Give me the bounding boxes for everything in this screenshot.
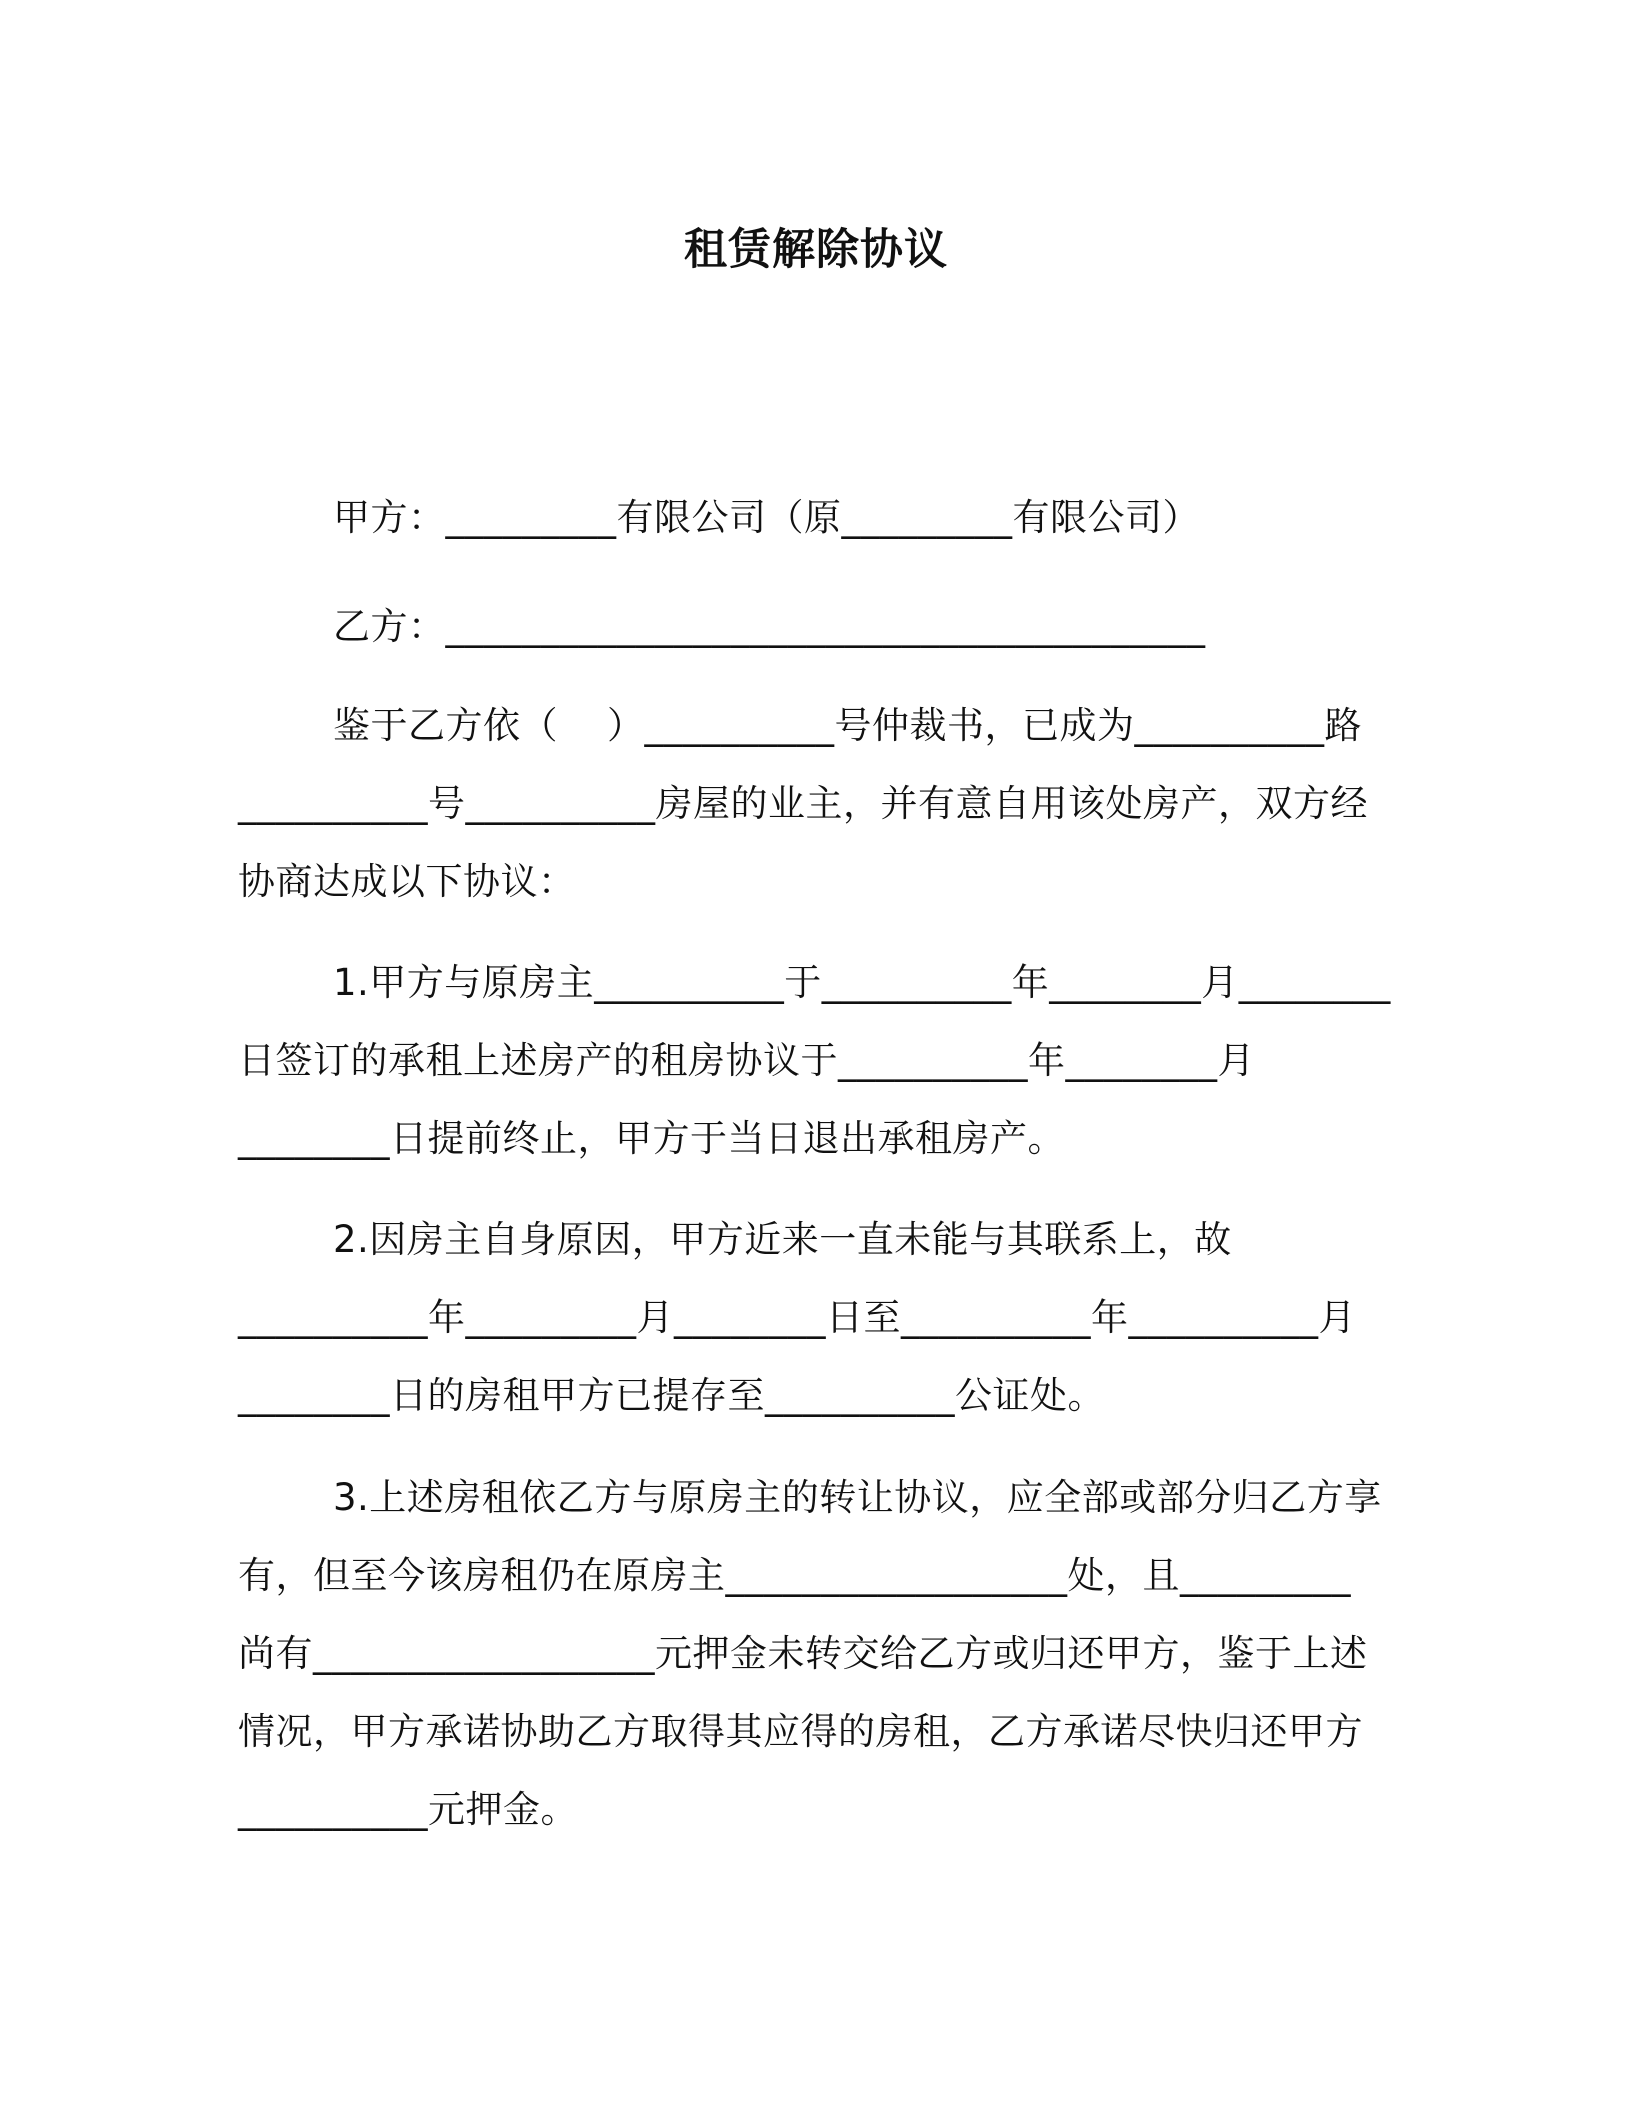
clause-2-line: __________年_________月________日至__________年__________月 bbox=[238, 1296, 1356, 1339]
party-a-line: 甲方：_________有限公司（原_________有限公司） bbox=[333, 496, 1200, 539]
clause-3-line: 尚有__________________元押金未转交给乙方或归还甲方，鉴于上述 bbox=[238, 1632, 1368, 1675]
clause-3-line: 有，但至今该房租仍在原房主__________________处，且_________ bbox=[238, 1554, 1351, 1597]
preamble-line: 鉴于乙方依（ ）__________号仲裁书，已成为__________路 bbox=[333, 704, 1363, 747]
preamble-line: __________号__________房屋的业主，并有意自用该处房产，双方经 bbox=[238, 782, 1368, 825]
party-b-line: 乙方：________________________________________ bbox=[333, 605, 1206, 648]
clause-2-line: 2.因房主自身原因，甲方近来一直未能与其联系上，故 bbox=[333, 1218, 1232, 1261]
clause-1-line: ________日提前终止，甲方于当日退出承租房产。 bbox=[238, 1117, 1065, 1160]
document-title: 租赁解除协议 bbox=[684, 225, 948, 275]
clause-1-line: 1.甲方与原房主__________于__________年________月________ bbox=[333, 961, 1391, 1004]
preamble-line: 协商达成以下协议： bbox=[238, 860, 576, 903]
clause-1-line: 日签订的承租上述房产的租房协议于__________年________月 bbox=[238, 1039, 1255, 1082]
clause-3-line: 情况，甲方承诺协助乙方取得其应得的房租，乙方承诺尽快归还甲方 bbox=[238, 1710, 1363, 1753]
clause-3-line: __________元押金。 bbox=[238, 1788, 578, 1831]
clause-3-line: 3.上述房租依乙方与原房主的转让协议，应全部或部分归乙方享 bbox=[333, 1476, 1382, 1519]
clause-2-line: ________日的房租甲方已提存至__________公证处。 bbox=[238, 1374, 1105, 1417]
